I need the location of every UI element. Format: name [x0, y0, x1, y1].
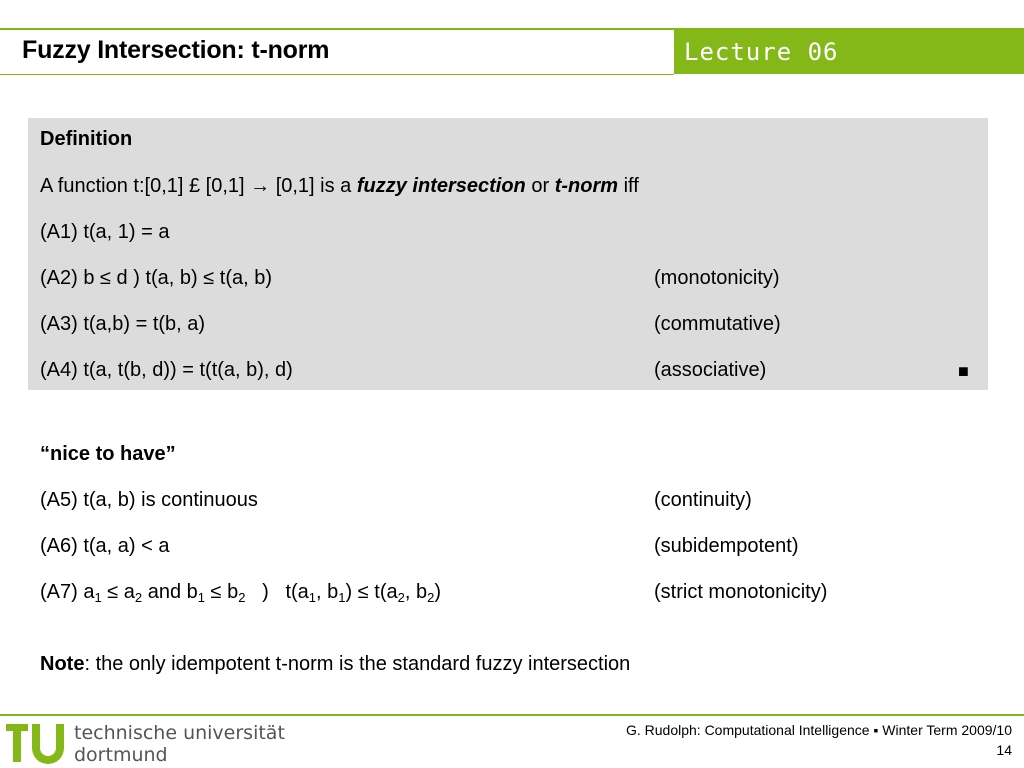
university-name — [74, 722, 285, 766]
lecture-badge — [674, 30, 1024, 74]
a7-part: ) ≤ t(a — [345, 581, 398, 603]
axiom-a3: (A3) t(a,b) = t(b, a) — [40, 313, 206, 335]
intro-text-mid: or — [525, 175, 555, 197]
intro-term-fuzzy-intersection: fuzzy intersection — [356, 175, 526, 197]
axiom-a5-note: (continuity) — [654, 489, 752, 511]
university-line-2: dortmund — [74, 744, 168, 766]
a7-subscript: 1 — [94, 590, 102, 605]
note-line — [40, 652, 630, 676]
university-line-1: technische universität — [74, 722, 285, 744]
intro-text-pre: A function t:[0,1] £ [0,1] → [0,1] is a — [40, 175, 357, 197]
nice-to-have-heading: “nice to have” — [40, 443, 176, 465]
intro-text-post: iff — [618, 175, 639, 197]
tu-logo-icon — [4, 716, 68, 764]
a7-subscript: 2 — [238, 590, 246, 605]
a7-part: ≤ b — [205, 581, 239, 603]
lecture-label: Lecture 06 — [684, 38, 839, 66]
a7-part: , b — [316, 581, 339, 603]
course-credit: G. Rudolph: Computational Intelligence ▪ Winter Term 2009/10 — [625, 722, 1012, 738]
definition-intro — [40, 174, 639, 198]
footer-credit — [626, 720, 1012, 760]
a7-subscript: 1 — [197, 590, 205, 605]
title-underline — [0, 74, 674, 75]
a7-subscript: 2 — [134, 590, 143, 605]
note-label: Note — [40, 653, 85, 675]
axiom-a1: (A1) t(a, 1) = a — [40, 221, 170, 243]
slide-title: Fuzzy Intersection: t-norm — [22, 36, 330, 64]
a7-part: ) — [434, 581, 441, 603]
axiom-a2: (A2) b ≤ d ) t(a, b) ≤ t(a, b) — [40, 267, 273, 289]
definition-heading: Definition — [40, 128, 133, 150]
page-number: 14 — [996, 742, 1012, 758]
a7-part: , b — [404, 581, 428, 603]
axiom-a4-note: (associative) — [654, 359, 767, 381]
a7-subscript: 1 — [308, 590, 317, 605]
a7-part: (A7) a — [40, 581, 95, 603]
a7-part: ≤ a — [101, 581, 135, 603]
axiom-a7 — [40, 580, 441, 604]
axiom-a3-note: (commutative) — [654, 313, 781, 335]
intro-term-t-norm: t-norm — [554, 175, 619, 197]
a7-subscript: 2 — [427, 590, 435, 605]
a7-part: ) t(a — [245, 581, 309, 603]
qed-symbol: ■ — [958, 361, 969, 381]
a7-subscript: 2 — [397, 590, 405, 605]
axiom-a6-note: (subidempotent) — [654, 535, 799, 557]
axiom-a5: (A5) t(a, b) is continuous — [40, 489, 258, 511]
a7-part: and b — [142, 581, 198, 603]
axiom-a4: (A4) t(a, t(b, d)) = t(t(a, b), d) — [40, 359, 293, 381]
definition-box — [28, 118, 988, 390]
axiom-a7-note: (strict monotonicity) — [654, 581, 828, 603]
note-text: : the only idempotent t-norm is the standard fuzzy intersection — [84, 653, 631, 675]
axiom-a6: (A6) t(a, a) < a — [40, 535, 170, 557]
a7-subscript: 1 — [338, 590, 346, 605]
footer-rule — [0, 714, 1024, 716]
axiom-a2-note: (monotonicity) — [654, 267, 780, 289]
